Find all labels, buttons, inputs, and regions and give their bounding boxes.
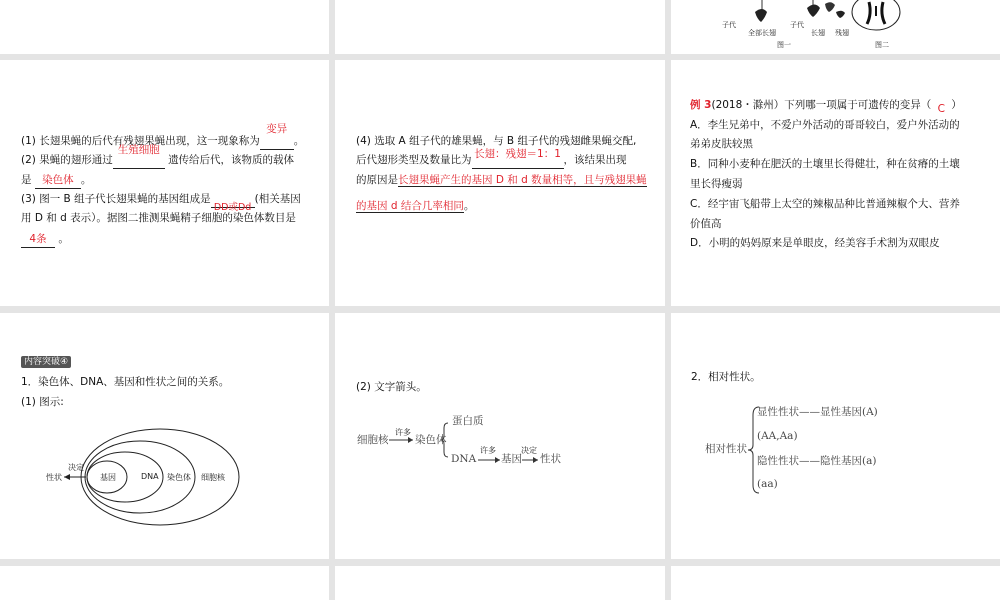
example-answer: C bbox=[937, 103, 945, 115]
answer-4a: 长翅：残翅＝1：1 bbox=[474, 148, 561, 160]
recessive-genotype: (aa) bbox=[757, 478, 778, 490]
arrow-nucleus: 细胞核 bbox=[357, 434, 389, 446]
question-4-text-d: 的原因是 bbox=[356, 174, 398, 186]
question-2-text-b: 遗传给后代，该物质的载体 bbox=[168, 154, 295, 166]
slide-bottom-left bbox=[0, 566, 329, 600]
question-2-cont: 是 染色体 。 bbox=[21, 173, 91, 189]
question-4-line-2 bbox=[356, 148, 627, 169]
answer-blank bbox=[260, 123, 294, 150]
question-4-line-4: 的基因 d 结合几率相同。 bbox=[356, 200, 475, 212]
relationship-heading: 1．染色体、DNA、基因和性状之间的关系。 bbox=[21, 376, 230, 388]
question-2-text-a: (2) 果蝇的翅形通过 bbox=[21, 154, 113, 166]
arrow-diagram bbox=[335, 413, 665, 493]
question-3-text-a: (3) 图一 B 组子代长翅果蝇的基因组成是 bbox=[21, 193, 211, 205]
question-3 bbox=[21, 192, 301, 213]
slide-relative-traits bbox=[671, 313, 1000, 559]
nested-diagram bbox=[0, 423, 329, 543]
example-source: (2018・滁州）下列哪一项属于可遗传的变异（ bbox=[711, 99, 932, 111]
answer-blank bbox=[35, 173, 81, 189]
arrow-trait: 性状 bbox=[540, 453, 561, 465]
answer-2a: 生殖细胞 bbox=[117, 144, 160, 156]
relationship-sub: (1) 图示: bbox=[21, 396, 64, 408]
answer-1: 变异 bbox=[266, 123, 288, 135]
slide-bottom-right bbox=[671, 566, 1000, 600]
example-label: 例 3 bbox=[690, 99, 712, 111]
question-2-text-c: 是 bbox=[21, 174, 32, 186]
answer-blank bbox=[931, 98, 951, 113]
diagram-chromosome: 染色体 bbox=[167, 473, 191, 482]
diagram-nucleus: 细胞核 bbox=[201, 473, 225, 482]
slide-bottom-middle bbox=[335, 566, 665, 600]
option-b-cont: 里长得瘦弱 bbox=[690, 178, 743, 190]
question-4-line-3 bbox=[356, 173, 647, 188]
answer-blank bbox=[113, 144, 165, 169]
question-2 bbox=[21, 144, 295, 169]
relative-heading: 2．相对性状。 bbox=[691, 371, 761, 383]
question-4-text-b: 后代翅形类型及数量比为 bbox=[356, 154, 472, 166]
question-3-text-c: 用 D 和 d 表示）。据图二推测果蝇精子细胞的染色体数目是 bbox=[21, 212, 296, 224]
diagram-trait: 性状 bbox=[46, 473, 62, 482]
slide-relationship bbox=[0, 313, 329, 559]
question-1-text: (1) 长翅果蝇的后代有残翅果蝇出现，这一现象称为 bbox=[21, 135, 260, 147]
answer-blank bbox=[21, 232, 55, 248]
dominant-genotype: (AA,Aa) bbox=[757, 430, 798, 442]
recessive-trait: 隐性性状——隐性基因(a) bbox=[757, 455, 877, 467]
option-a: A．李生兄弟中，不爱户外活动的哥哥较白，爱户外活动的 bbox=[690, 119, 960, 131]
fly-figure bbox=[671, 0, 1000, 54]
question-3-answer-line: 4条 。 bbox=[21, 232, 69, 248]
option-c-cont: 价值高 bbox=[690, 218, 722, 230]
slide-example-3 bbox=[671, 60, 1000, 306]
arrow-protein: 蛋白质 bbox=[452, 415, 484, 427]
answer-3a: DD或Dd bbox=[213, 202, 252, 213]
arrow-dna: DNA bbox=[451, 453, 477, 465]
vestigial-label: 残翅 bbox=[835, 29, 849, 37]
diagram-dna: DNA bbox=[141, 472, 159, 481]
figure2-label: 图二 bbox=[875, 41, 889, 49]
dominant-trait: 显性性状——显性基因(A) bbox=[757, 406, 878, 418]
question-4-text-c: ，该结果出现 bbox=[563, 154, 627, 166]
option-c: C．经宇宙飞船带上太空的辣椒品种比普通辣椒个大、营养 bbox=[690, 198, 960, 210]
option-d: D．小明的妈妈原来是单眼皮，经美容手术割为双眼皮 bbox=[690, 237, 940, 249]
arrow-chromosome: 染色体 bbox=[415, 434, 447, 446]
arrows-heading: (2) 文字箭头。 bbox=[356, 381, 427, 393]
answer-blank bbox=[211, 192, 255, 213]
arrow-decide: 决定 bbox=[521, 446, 537, 455]
answer-3b: 4条 bbox=[29, 233, 47, 245]
answer-4b-1: 长翅果蝇产生的基因 D 和 d 数量相等，且与残翅果蝇 bbox=[398, 174, 647, 186]
offspring-label-b: 子代 bbox=[790, 21, 804, 29]
question-4: (4) 选取 A 组子代的雄果蝇，与 B 组子代的残翅雌果蝇交配, bbox=[356, 135, 637, 147]
question-3-text-b: (相关基因 bbox=[254, 193, 301, 205]
option-a-cont: 弟弟皮肤较黑 bbox=[690, 138, 753, 150]
figure1-label: 图一 bbox=[777, 41, 791, 49]
answer-2b: 染色体 bbox=[42, 174, 74, 186]
slide-arrows bbox=[335, 313, 665, 559]
arrow-many-1: 许多 bbox=[395, 428, 411, 437]
slide-question-4 bbox=[335, 60, 665, 306]
option-b: B．同种小麦种在肥沃的土壤里长得健壮，种在贫瘠的土壤 bbox=[690, 158, 960, 170]
long-label: 长翅 bbox=[811, 29, 825, 37]
slide-top-middle bbox=[335, 0, 665, 54]
relative-root: 相对性状 bbox=[705, 443, 747, 455]
example-3-question: 例 3(2018・滁州）下列哪一项属于可遗传的变异（ C ） bbox=[690, 99, 962, 115]
arrow-gene: 基因 bbox=[501, 453, 522, 465]
answer-blank bbox=[472, 148, 564, 169]
slide-top-left bbox=[0, 0, 329, 54]
all-long-label: 全部长翅 bbox=[748, 29, 776, 37]
answer-4b-2: 的基因 d 结合几率相同 bbox=[356, 200, 464, 212]
question-1: (1) 长翅果蝇的后代有残翅果蝇出现，这一现象称为 变异 。 bbox=[21, 134, 304, 150]
question-3-cont bbox=[21, 211, 296, 226]
arrow-many-2: 许多 bbox=[480, 446, 496, 455]
slide-question-1-3 bbox=[0, 60, 329, 306]
diagram-gene: 基因 bbox=[100, 473, 116, 482]
diagram-decide: 决定 bbox=[68, 463, 84, 472]
content-badge: 内容突破④ bbox=[21, 356, 71, 368]
offspring-label-a: 子代 bbox=[722, 21, 736, 29]
slide-top-right bbox=[671, 0, 1000, 54]
